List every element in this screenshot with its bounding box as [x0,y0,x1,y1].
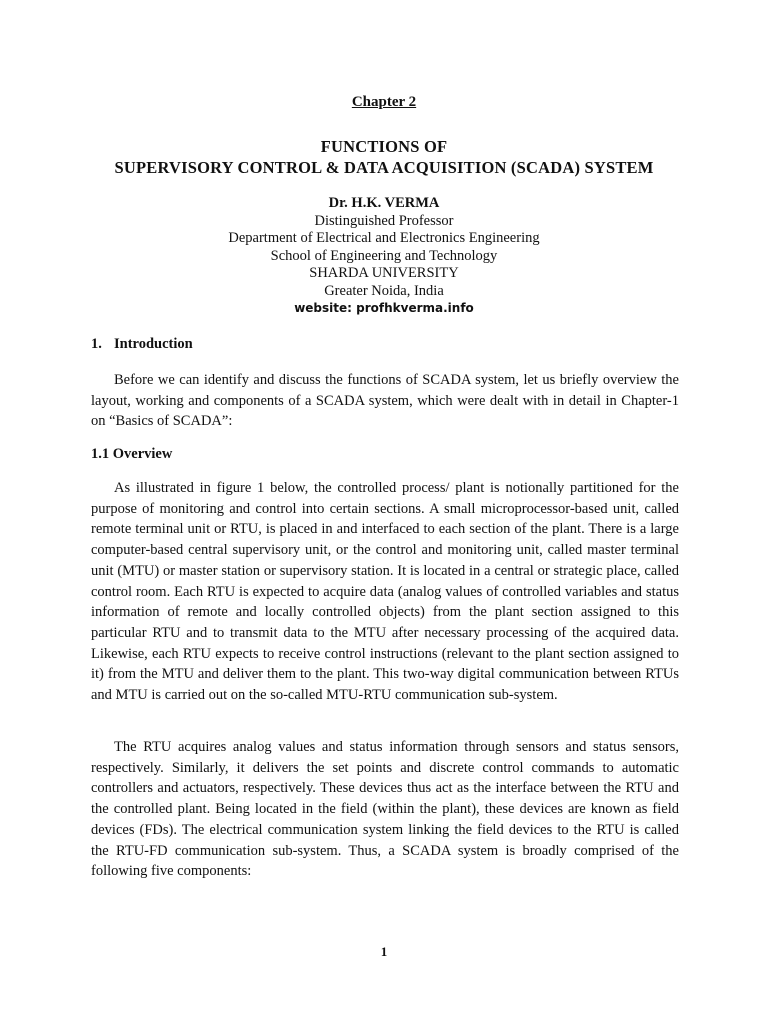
author-location: Greater Noida, India [324,282,444,299]
section-heading-overview: 1.1 Overview [91,446,173,462]
overview-paragraph-1: As illustrated in figure 1 below, the controlled process/ plant is notionally partitioned for the purpose of monitoring and control into certain sections. A small microprocessor-based unit, called remote terminal unit or RTU, is placed in and interfaced to each section of the plant. There is a large computer-based central supervisory unit, or the control and monitoring unit, called master terminal unit (MTU) or master station or supervisory station. It is located in a central or strategic place, called control room. Each RTU is expected to acquire data (analog values of controlled variables and status information of remote and locally controlled objects) from the plant section assigned to this particular RTU and to transmit data to the MTU after necessary processing of the acquired data. Likewise, each RTU expects to receive control instructions (relevant to the plant section assigned to it) from the MTU and deliver them to the plant. This two-way digital communication between RTUs and MTU is carried out on the so-called MTU-RTU communication sub-system. [91,480,679,704]
author-position: Distinguished Professor [314,212,454,229]
section-number: 1. [91,336,102,352]
page-number: 1 [380,944,388,959]
title-line-2: SUPERVISORY CONTROL & DATA ACQUISITION (SCADA) SYSTEM [114,158,654,177]
chapter-label: Chapter 2 [351,94,417,110]
author-department: Department of Electrical and Electronics Engineering [228,230,540,246]
section-title: Introduction [114,336,193,352]
overview-paragraph-2: The RTU acquires analog values and status information through sensors and status sensors, respectively. Similarly, it delivers the set points and discrete control commands to automatic controllers and actuators, respectively. These devices thus act as the interface between the RTU and the controlled plant. Being located in the field (within the plant), these devices are known as field devices (FDs). The electrical communication system linking the field devices to the RTU is called the RTU-FD communication sub-system. Thus, a SCADA system is broadly comprised of the following five components: [91,739,679,880]
author-website: website: profhkverma.info [294,301,474,315]
section-heading-introduction [91,336,193,353]
introduction-paragraph: Before we can identify and discuss the functions of SCADA system, let us briefly overview the layout, working and components of a SCADA system, which were dealt with in detail in Chapter-1 on “Basics of SCADA”: [91,372,679,430]
author-school: School of Engineering and Technology [270,247,498,264]
title-line-1: FUNCTIONS OF [320,137,448,156]
author-block [0,195,768,318]
author-university: SHARDA UNIVERSITY [309,265,459,281]
author-name: Dr. H.K. VERMA [328,195,440,211]
